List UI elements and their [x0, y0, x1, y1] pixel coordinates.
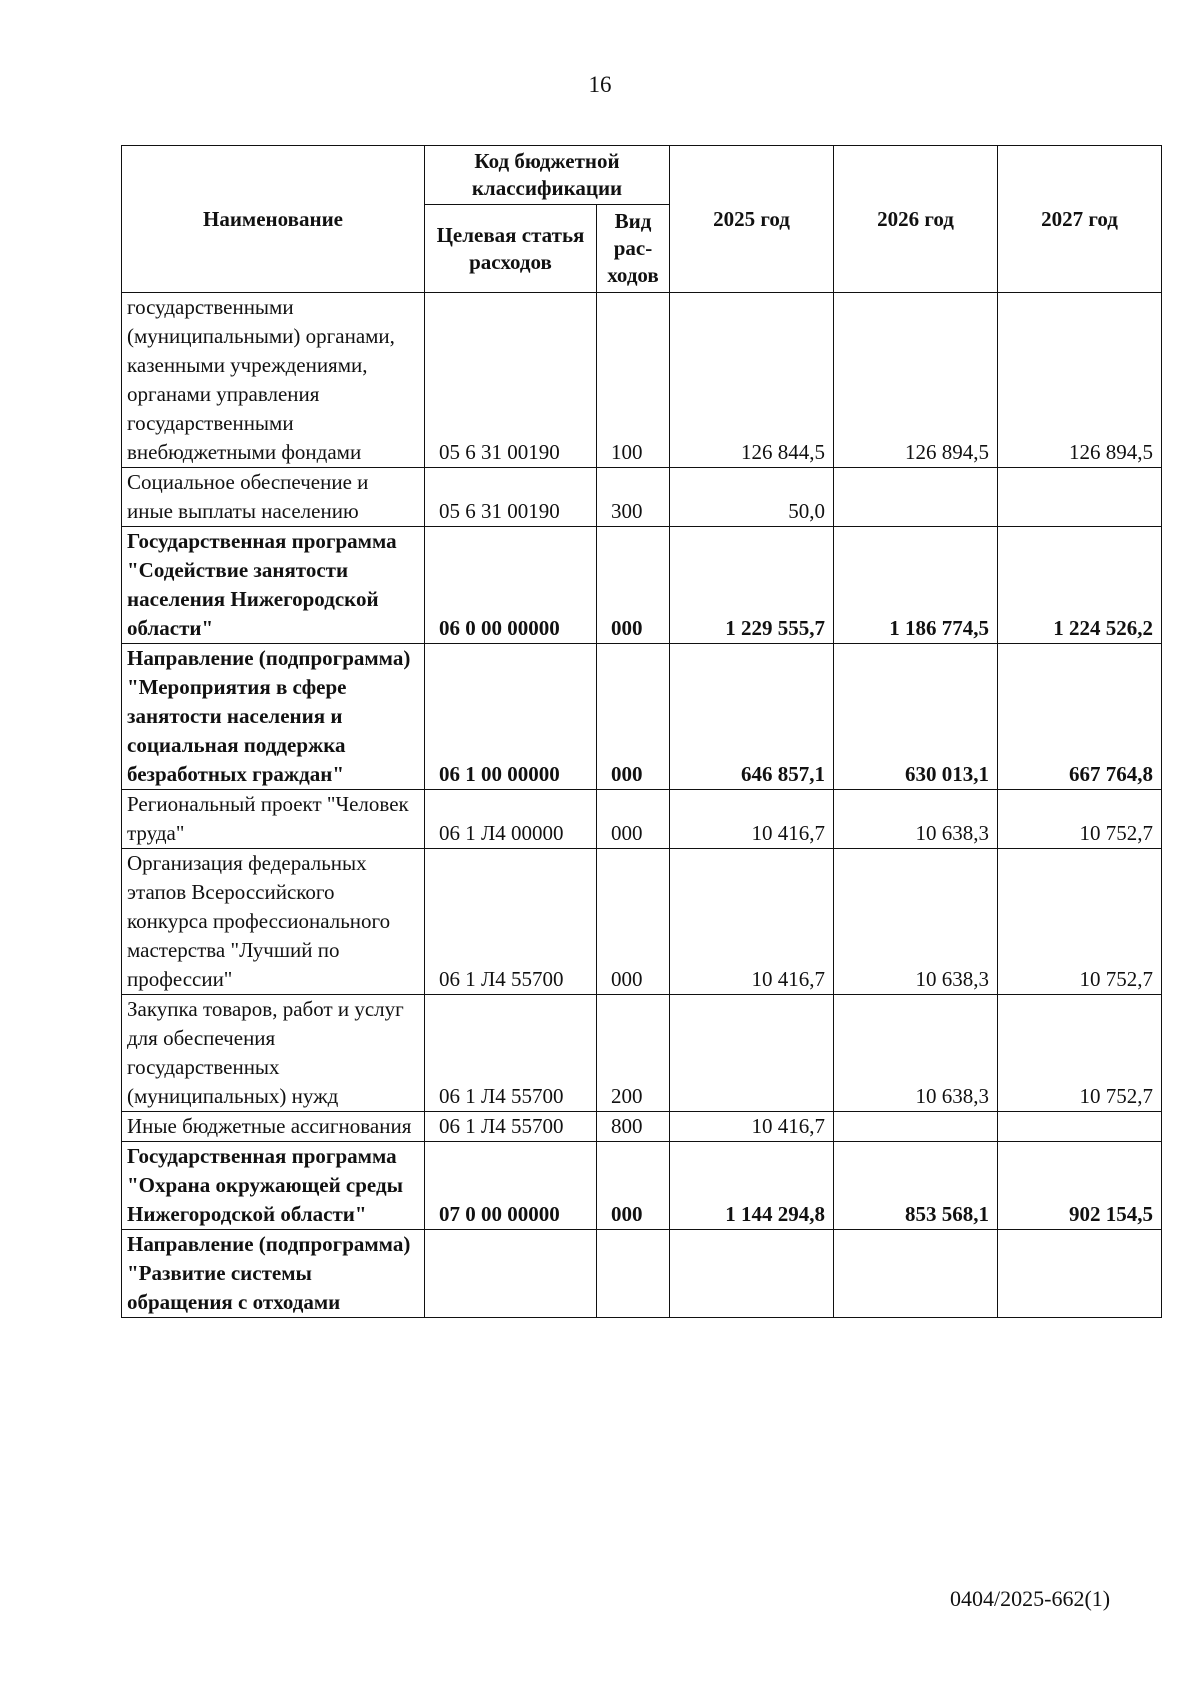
table-row [122, 644, 1162, 790]
cell-2027: 667 764,8 [998, 644, 1162, 790]
cell-expense-type: 000 [597, 527, 670, 644]
cell-target-article: 06 1 Л4 55700 [425, 995, 597, 1112]
cell-name: Государственная программа "Охрана окружающей среды Нижегородской области" [122, 1142, 425, 1230]
cell-name: государственными (муниципальными) органами, казенными учреждениями, органами управления государственными внебюджетными фондами [122, 293, 425, 468]
cell-expense-type [597, 1230, 670, 1318]
cell-expense-type: 300 [597, 468, 670, 527]
cell-2025: 10 416,7 [670, 849, 834, 995]
cell-target-article [425, 1230, 597, 1318]
cell-target-article: 05 6 31 00190 [425, 293, 597, 468]
table-row [122, 1142, 1162, 1230]
cell-target-article: 06 1 Л4 55700 [425, 849, 597, 995]
cell-target-article: 07 0 00 00000 [425, 1142, 597, 1230]
cell-expense-type: 100 [597, 293, 670, 468]
table-row [122, 468, 1162, 527]
cell-2025 [670, 995, 834, 1112]
cell-2027 [998, 1230, 1162, 1318]
cell-2027 [998, 1112, 1162, 1142]
cell-name: Государственная программа "Содействие занятости населения Нижегородской области" [122, 527, 425, 644]
cell-2026 [834, 468, 998, 527]
cell-name: Закупка товаров, работ и услуг для обеспечения государственных (муниципальных) нужд [122, 995, 425, 1112]
cell-expense-type: 800 [597, 1112, 670, 1142]
table-row [122, 527, 1162, 644]
cell-expense-type: 000 [597, 1142, 670, 1230]
header-year-2025: 2025 год [670, 146, 834, 293]
cell-name: Иные бюджетные ассигнования [122, 1112, 425, 1142]
table-row [122, 995, 1162, 1112]
cell-name: Направление (подпрограмма) "Мероприятия в сфере занятости населения и социальная поддержка безработных граждан" [122, 644, 425, 790]
cell-2026 [834, 1230, 998, 1318]
header-target-article: Целевая статья расходов [425, 205, 597, 293]
cell-2026: 10 638,3 [834, 790, 998, 849]
cell-2026: 10 638,3 [834, 995, 998, 1112]
cell-2027 [998, 468, 1162, 527]
cell-2025: 646 857,1 [670, 644, 834, 790]
header-expense-type: Вид рас-ходов [597, 205, 670, 293]
header-budget-code: Код бюджетной классификации [425, 146, 670, 205]
page-number: 16 [588, 72, 612, 97]
cell-target-article: 06 1 Л4 00000 [425, 790, 597, 849]
cell-2025: 1 229 555,7 [670, 527, 834, 644]
cell-2027: 10 752,7 [998, 995, 1162, 1112]
cell-name: Направление (подпрограмма) "Развитие системы обращения с отходами [122, 1230, 425, 1318]
cell-name: Региональный проект "Человек труда" [122, 790, 425, 849]
document-code: 0404/2025-662(1) [950, 1586, 1111, 1611]
table-row [122, 790, 1162, 849]
cell-2026: 853 568,1 [834, 1142, 998, 1230]
cell-expense-type: 200 [597, 995, 670, 1112]
table-row [122, 1230, 1162, 1318]
cell-target-article: 05 6 31 00190 [425, 468, 597, 527]
cell-2027: 10 752,7 [998, 790, 1162, 849]
cell-expense-type: 000 [597, 849, 670, 995]
cell-2026: 630 013,1 [834, 644, 998, 790]
cell-2027: 902 154,5 [998, 1142, 1162, 1230]
header-year-2026: 2026 год [834, 146, 998, 293]
cell-expense-type: 000 [597, 644, 670, 790]
cell-2027: 10 752,7 [998, 849, 1162, 995]
cell-2025: 10 416,7 [670, 1112, 834, 1142]
header-year-2027: 2027 год [998, 146, 1162, 293]
cell-target-article: 06 0 00 00000 [425, 527, 597, 644]
table-row [122, 293, 1162, 468]
cell-2026: 126 894,5 [834, 293, 998, 468]
cell-2025 [670, 1230, 834, 1318]
cell-2027: 1 224 526,2 [998, 527, 1162, 644]
cell-target-article: 06 1 00 00000 [425, 644, 597, 790]
cell-2026 [834, 1112, 998, 1142]
cell-target-article: 06 1 Л4 55700 [425, 1112, 597, 1142]
table-row [122, 849, 1162, 995]
header-name: Наименование [122, 146, 425, 293]
cell-2025: 1 144 294,8 [670, 1142, 834, 1230]
cell-2025: 50,0 [670, 468, 834, 527]
cell-2026: 10 638,3 [834, 849, 998, 995]
cell-name: Социальное обеспечение и иные выплаты населению [122, 468, 425, 527]
cell-2026: 1 186 774,5 [834, 527, 998, 644]
budget-table [121, 145, 1162, 1318]
cell-2025: 10 416,7 [670, 790, 834, 849]
cell-2025: 126 844,5 [670, 293, 834, 468]
cell-2027: 126 894,5 [998, 293, 1162, 468]
cell-name: Организация федеральных этапов Всероссийского конкурса профессионального мастерства "Лучший по профессии" [122, 849, 425, 995]
table-row [122, 1112, 1162, 1142]
cell-expense-type: 000 [597, 790, 670, 849]
